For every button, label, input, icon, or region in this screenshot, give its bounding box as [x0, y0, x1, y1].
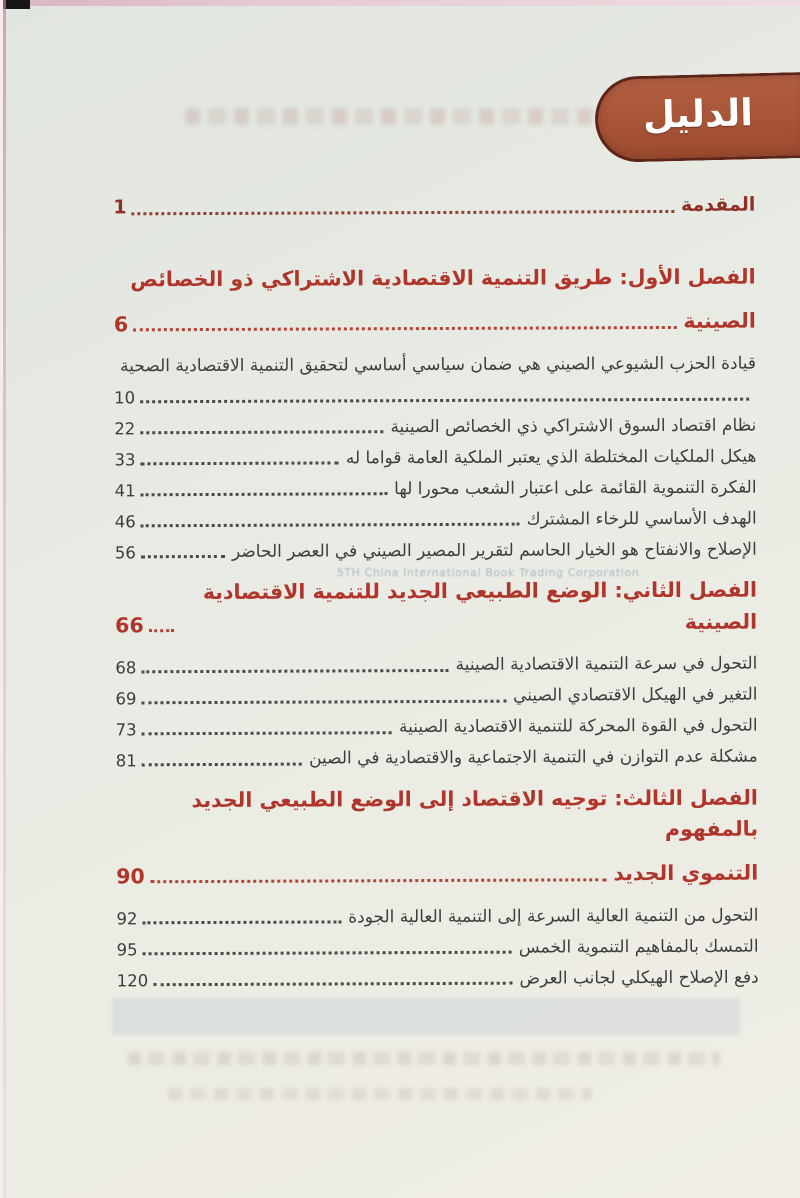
- toc-entry-line: [114, 294, 756, 341]
- bleedthrough-text-bottom-1: [128, 1052, 720, 1065]
- dotted-leader: [149, 629, 174, 632]
- page-number: 81: [115, 750, 137, 771]
- toc-entry-line: [116, 929, 758, 963]
- toc-entry-line: [116, 846, 758, 893]
- toc-entry-line: [114, 377, 756, 411]
- toc-entry: [114, 439, 756, 473]
- toc-entry-line: [115, 501, 757, 535]
- page-number: 66: [115, 613, 144, 638]
- toc-entry-line: [115, 575, 757, 641]
- toc-entry: [115, 575, 757, 641]
- toc-entry-title: نظام اقتصاد السوق الاشتراكي ذي الخصائص الصينية: [390, 415, 757, 437]
- dotted-leader: [140, 398, 749, 404]
- toc-entry: [114, 470, 756, 504]
- toc-entry-title: التنموي الجديد: [613, 860, 759, 886]
- toc-list: [113, 189, 758, 994]
- dotted-leader: [132, 210, 674, 215]
- toc-entry-title: التحول في القوة المحركة للتنمية الاقتصادية الصينية: [398, 715, 758, 738]
- dotted-leader: [143, 951, 512, 956]
- page-number: 46: [114, 512, 136, 532]
- toc-entry-title: مشكلة عدم التوازن في التنمية الاجتماعية والاقتصادية في الصين: [308, 746, 758, 769]
- page-number: 68: [115, 657, 137, 678]
- dotted-leader: [141, 555, 225, 558]
- toc-entry-line: [115, 677, 757, 711]
- page-number: 69: [115, 688, 137, 709]
- toc-entry: [115, 646, 757, 680]
- bleedthrough-text-top: [185, 108, 620, 125]
- toc-entry-line: [116, 739, 758, 773]
- page-number: 56: [114, 543, 136, 563]
- toc-entry-title: التغير في الهيكل الاقتصادي الصيني: [513, 684, 758, 706]
- dotted-leader: [141, 668, 448, 672]
- scan-top-edge: [0, 0, 800, 6]
- toc-entry-line: [116, 898, 758, 932]
- toc-entry: [115, 677, 757, 711]
- dotted-leader: [150, 878, 607, 883]
- watermark: 5TH China International Book Trading Corporation: [336, 566, 640, 579]
- toc-entry-title: الفصل الأول: طريق التنمية الاقتصادية الاشتراكي ذو الخصائص: [130, 264, 756, 292]
- toc-entry-title: الصينية: [683, 308, 756, 334]
- toc-entry: [114, 408, 756, 442]
- toc-entry-title: دفع الإصلاح الهيكلي لجانب العرض: [519, 967, 759, 989]
- page-number: 41: [114, 481, 136, 501]
- toc-entry-title: الفكرة التنموية القائمة على اعتبار الشعب محورا لها: [394, 477, 757, 499]
- toc-entry-title: التحول في سرعة التنمية الاقتصادية الصينية: [455, 653, 758, 676]
- dotted-leader: [141, 699, 506, 704]
- dotted-leader: [142, 920, 341, 924]
- dotted-leader: [142, 762, 302, 766]
- toc-entry: [116, 782, 758, 892]
- toc-entry: [113, 189, 755, 223]
- toc-entry-line: [114, 250, 756, 297]
- dotted-leader: [142, 731, 392, 735]
- toc-entry: [116, 929, 758, 963]
- toc-entry: [116, 708, 758, 742]
- toc-entry: [114, 346, 756, 411]
- page-number: 92: [116, 909, 138, 929]
- bleedthrough-box-bottom: [112, 998, 740, 1035]
- contents-badge: [594, 72, 800, 163]
- page-number: 6: [113, 312, 129, 337]
- toc-entry-line: [114, 439, 756, 473]
- page-number: 1: [113, 196, 127, 219]
- toc-entry-line: [116, 782, 758, 848]
- toc-entry-title: الفصل الثاني: الوضع الطبيعي الجديد للتنمية الاقتصادية الصينية: [202, 577, 758, 634]
- toc-entry-line: [114, 408, 756, 442]
- contents-badge-label: الدليل: [642, 90, 754, 137]
- toc-entry: [114, 250, 756, 341]
- toc-entry-line: [115, 532, 757, 566]
- dotted-leader: [140, 461, 338, 465]
- toc-entry: [116, 898, 758, 932]
- page-number: 22: [114, 419, 136, 439]
- page-number: 33: [114, 450, 136, 470]
- page-number: 73: [115, 719, 137, 740]
- toc-entry-line: [113, 189, 755, 223]
- scan-spine-line: [3, 0, 6, 1198]
- toc-entry-title: الهدف الأساسي للرخاء المشترك: [526, 508, 757, 530]
- toc-entry-title: هيكل الملكيات المختلطة الذي يعتبر الملكية العامة قواما له: [345, 446, 757, 469]
- dotted-leader: [140, 430, 383, 434]
- page-number: 120: [116, 971, 149, 991]
- toc-entry-title: التمسك بالمفاهيم التنموية الخمس: [518, 936, 759, 958]
- toc-entry-title: قيادة الحزب الشيوعي الصيني هي ضمان سياسي أساسي لتحقيق التنمية الاقتصادية الصحية: [120, 353, 757, 377]
- dotted-leader: [141, 523, 520, 528]
- toc-entry-title: الإصلاح والانفتاح هو الخيار الحاسم لتقرير المصير الصيني في العصر الحاضر: [231, 539, 757, 562]
- toc-entry-line: [117, 960, 759, 994]
- page-number: 10: [114, 388, 136, 408]
- dotted-leader: [141, 492, 388, 496]
- toc-entry-line: [115, 646, 757, 680]
- page-number: 95: [116, 940, 138, 960]
- toc-entry: [116, 739, 758, 773]
- toc-entry-title: المقدمة: [680, 193, 756, 216]
- page-number: 90: [116, 864, 145, 889]
- toc-entry: [115, 532, 757, 566]
- toc-entry-title: التحول من التنمية العالية السرعة إلى التنمية العالية الجودة: [348, 905, 759, 928]
- toc-entry-title: الفصل الثالث: توجيه الاقتصاد إلى الوضع الطبيعي الجديد بالمفهوم: [191, 785, 759, 842]
- toc-entry: [115, 501, 757, 535]
- dotted-leader: [153, 982, 512, 987]
- toc-entry-line: [114, 470, 756, 504]
- toc-entry-line: [114, 346, 756, 380]
- toc-entry-line: [116, 708, 758, 742]
- toc-entry: [117, 960, 759, 994]
- bleedthrough-text-bottom-2: [168, 1088, 592, 1100]
- dotted-leader: [133, 326, 676, 331]
